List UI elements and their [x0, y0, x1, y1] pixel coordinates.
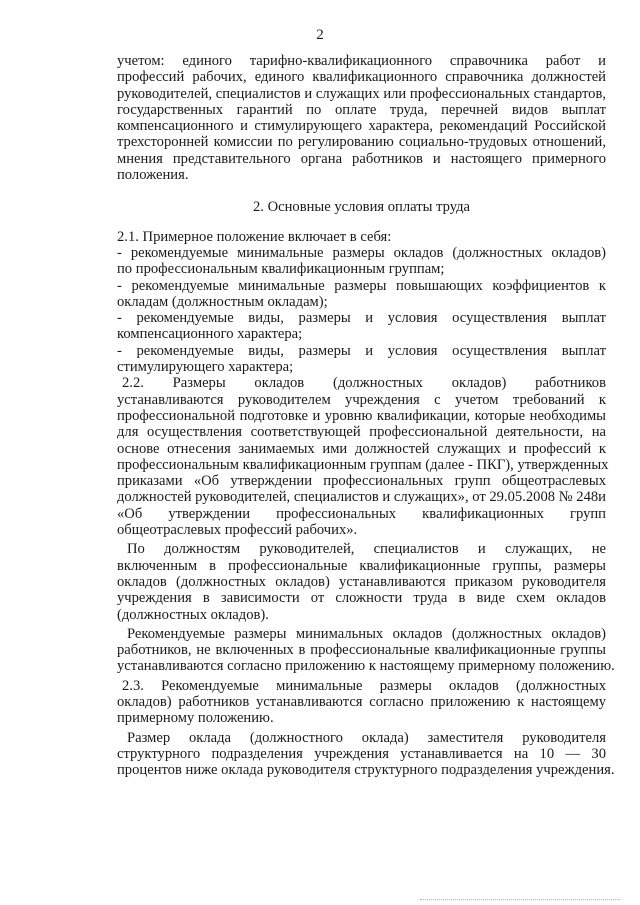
- text-line: по профессиональным квалификационным группам;: [117, 261, 445, 278]
- text-line: 2.3. Рекомендуемые минимальные размеры окладов (должностных: [122, 677, 606, 694]
- text-line: учреждения в зависимости от сложности труда в виде схем окладов: [117, 590, 606, 607]
- paragraph-positions: [117, 541, 606, 622]
- text-line: компенсационного и стимулирующего характера, рекомендаций Российской: [117, 118, 606, 135]
- paragraph-2-1: [117, 229, 606, 376]
- text-line: 2.1. Примерное положение включает в себя:: [117, 228, 392, 245]
- text-line: руководителей, специалистов и служащих или профессиональных стандартов,: [117, 85, 606, 102]
- section-heading: 2. Основные условия оплаты труда: [252, 199, 471, 216]
- footer-dotted-rule: [420, 899, 620, 901]
- text-line: устанавливаются руководителем учреждения с учетом требований к: [117, 391, 606, 408]
- text-line: структурного подразделения учреждения устанавливается на 10 — 30: [117, 745, 606, 762]
- text-line: окладов) работников устанавливаются согласно приложению к настоящему: [117, 693, 606, 710]
- text-line: «Об утверждении профессиональных квалификационных групп: [117, 505, 606, 522]
- document-body: [117, 53, 615, 779]
- text-line: компенсационного характера;: [117, 326, 303, 343]
- text-line: - рекомендуемые минимальные размеры окладов (должностных окладов): [117, 244, 606, 261]
- text-line: - рекомендуемые минимальные размеры повышающих коэффициентов к: [117, 277, 606, 294]
- text-line: для осуществления соответствующей профессиональной деятельности, на: [117, 424, 606, 441]
- text-line: устанавливаются согласно приложению к настоящему примерному положению.: [117, 658, 615, 675]
- text-line: работников, не включенных в профессиональные квалификационные группы: [117, 642, 606, 659]
- text-line: положения.: [117, 167, 189, 184]
- text-line: Рекомендуемые размеры минимальных окладов (должностных окладов): [127, 625, 606, 642]
- text-line: трехсторонней комиссии по регулированию социально-трудовых отношений,: [117, 134, 606, 151]
- text-line: По должностям руководителей, специалистов и служащих, не: [127, 541, 606, 558]
- intro-paragraph: [117, 53, 606, 183]
- text-line: основе отнесения занимаемых ими должностей служащих и профессий к: [117, 440, 606, 457]
- text-line: процентов ниже оклада руководителя структурного подразделения учреждения.: [117, 762, 615, 779]
- text-line: включенным в профессиональные квалификационные группы, размеры: [117, 557, 606, 574]
- page-number: 2: [316, 27, 324, 43]
- paragraph-2-3: [117, 678, 606, 727]
- text-line: Размер оклада (должностного оклада) заместителя руководителя: [127, 729, 606, 746]
- text-line: - рекомендуемые виды, размеры и условия осуществления выплат: [117, 310, 606, 327]
- paragraph-recommended: [117, 625, 615, 675]
- text-line: учетом: единого тарифно-квалификационного справочника работ и: [117, 53, 606, 69]
- text-line: должностей руководителей, специалистов и служащих», от 29.05.2008 № 248и: [117, 489, 606, 506]
- paragraph-2-2: [117, 375, 609, 539]
- text-line: мнения представительного органа работников и настоящего примерного: [117, 150, 606, 167]
- text-line: - рекомендуемые виды, размеры и условия осуществления выплат: [117, 342, 606, 359]
- text-line: общеотраслевых профессий рабочих».: [117, 522, 358, 539]
- text-line: окладам (должностным окладам);: [117, 293, 328, 310]
- text-line: профессий рабочих, единого квалификационного справочника должностей: [117, 69, 606, 86]
- text-line: 2.2. Размеры окладов (должностных окладов) работников: [122, 375, 606, 392]
- text-line: профессиональным квалификационным группам (далее - ПКГ), утвержденных: [117, 456, 609, 473]
- paragraph-deputy: [117, 729, 615, 779]
- text-line: приказами «Об утверждении профессиональных групп общеотраслевых: [117, 473, 606, 490]
- text-line: примерному положению.: [117, 710, 274, 727]
- text-line: (должностных окладов).: [117, 606, 269, 623]
- text-line: стимулирующего характера;: [117, 359, 294, 376]
- text-line: профессиональной подготовке и уровню квалификации, которые необходимы: [117, 407, 606, 424]
- text-line: окладов (должностных окладов) устанавливаются приказом руководителя: [117, 573, 606, 590]
- text-line: государственных гарантий по оплате труда, перечней видов выплат: [117, 101, 606, 118]
